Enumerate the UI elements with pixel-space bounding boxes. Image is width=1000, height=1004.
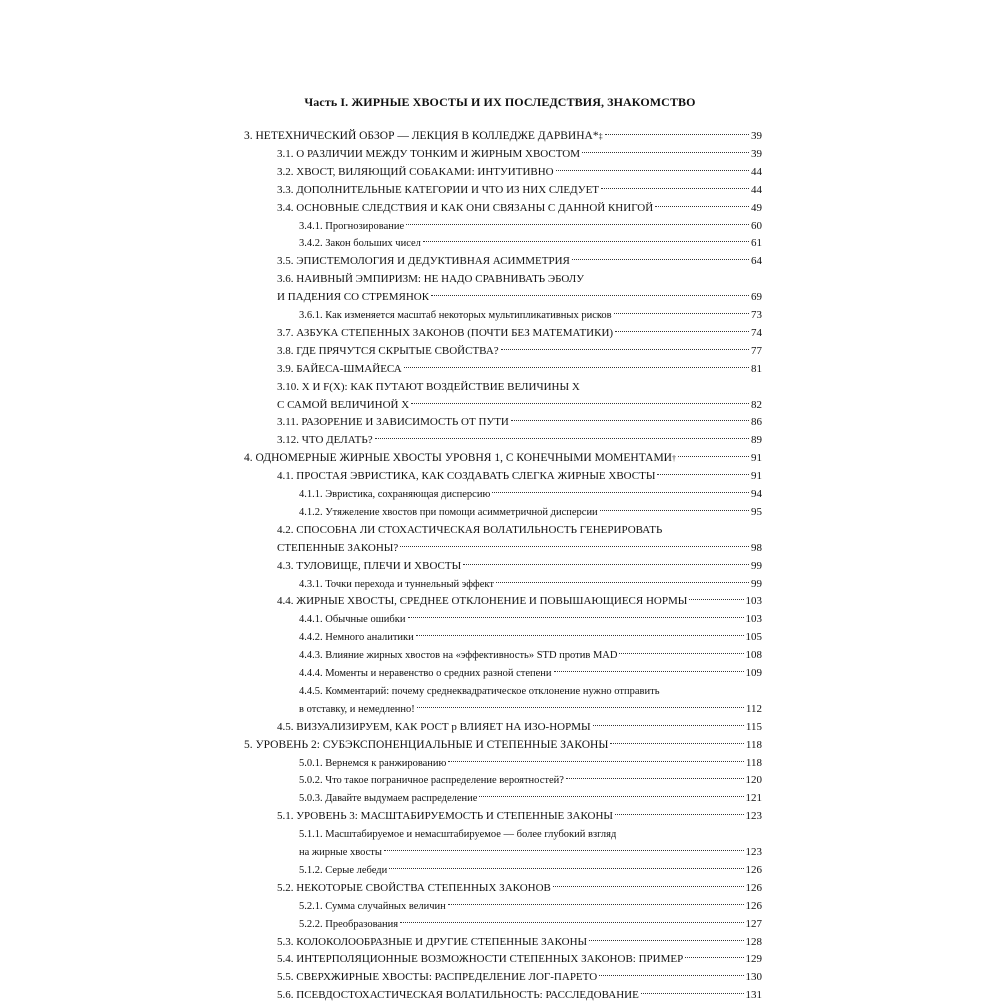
toc-entry-page-number: 118 xyxy=(745,738,762,751)
toc-entry xyxy=(299,772,762,789)
toc-entry xyxy=(277,343,762,360)
toc-entry-page-number: 60 xyxy=(751,219,762,232)
dot-leader xyxy=(416,635,744,636)
toc-entry-title: 3.11. РАЗОРЕНИЕ И ЗАВИСИМОСТЬ ОТ ПУТИ xyxy=(277,416,509,429)
toc-entry-title: 4.3. ТУЛОВИЩЕ, ПЛЕЧИ И ХВОСТЫ xyxy=(277,559,462,572)
toc-entry-page-number: 95 xyxy=(751,505,762,518)
dot-leader xyxy=(431,295,749,296)
dot-leader xyxy=(610,743,744,744)
dot-leader xyxy=(408,617,744,618)
toc-entry-title: 3.1. О РАЗЛИЧИИ МЕЖДУ ТОНКИМ И ЖИРНЫМ ХВОСТОМ xyxy=(277,147,581,160)
toc-entry-title: 5.6. ПСЕВДОСТОХАСТИЧЕСКАЯ ВОЛАТИЛЬНОСТЬ: РАССЛЕДОВАНИЕ xyxy=(277,989,639,1002)
toc-entry xyxy=(277,522,662,539)
toc-entry-page-number: 126 xyxy=(745,881,762,894)
toc-entry-page-number: 118 xyxy=(745,756,762,769)
toc-entry-page-number: 39 xyxy=(751,130,762,142)
toc-entry-page-number: 123 xyxy=(745,846,762,858)
toc-entry-page-number: 128 xyxy=(745,935,762,948)
dot-leader xyxy=(614,313,749,314)
dot-leader xyxy=(389,868,743,869)
toc-entry-title: 4.4.2. Немного аналитики xyxy=(299,632,414,644)
toc-entry-title: 4. ОДНОМЕРНЫЕ ЖИРНЫЕ ХВОСТЫ УРОВНЯ 1, С КОНЕЧНЫМИ МОМЕНТАМИ xyxy=(244,452,672,465)
toc-entry xyxy=(277,361,762,378)
toc-entry-title: 3.9. БАЙЕСА-ШМАЙЕСА xyxy=(277,362,402,375)
toc-entry-title: 4.3.1. Точки перехода и туннельный эффект xyxy=(299,578,494,590)
dot-leader xyxy=(593,725,744,726)
dot-leader xyxy=(556,170,749,171)
toc-entry-footnote-mark: ‡ xyxy=(598,132,603,141)
toc-entry xyxy=(299,665,762,682)
toc-entry xyxy=(299,826,616,843)
toc-entry xyxy=(277,951,762,968)
toc-entry-page-number: 130 xyxy=(745,971,762,984)
toc-entry-page-number: 126 xyxy=(745,899,762,912)
toc-entry-title: 3.3. ДОПОЛНИТЕЛЬНЫЕ КАТЕГОРИИ И ЧТО ИЗ НИХ СЛЕДУЕТ xyxy=(277,183,600,196)
toc-entry-page-number: 44 xyxy=(751,165,762,178)
toc-entry-title: 4.4. ЖИРНЫЕ ХВОСТЫ, СРЕДНЕЕ ОТКЛОНЕНИЕ И ПОВЫШАЮЩИЕСЯ НОРМЫ xyxy=(277,595,688,608)
toc-entry-page-number: 120 xyxy=(745,774,762,787)
toc-entry-page-number: 81 xyxy=(751,362,762,375)
toc-entry xyxy=(277,325,762,342)
toc-entry-page-number: 103 xyxy=(745,595,762,608)
dot-leader xyxy=(641,993,744,994)
toc-entry-page-number: 91 xyxy=(751,470,762,483)
dot-leader xyxy=(601,188,749,189)
toc-entry xyxy=(277,289,762,306)
dot-leader xyxy=(406,224,749,225)
toc-entry xyxy=(299,701,762,718)
toc-entry-title: 4.4.1. Обычные ошибки xyxy=(299,614,406,626)
dot-leader xyxy=(417,707,744,708)
toc-entry xyxy=(277,200,762,217)
toc-entry-title: 3.8. ГДЕ ПРЯЧУТСЯ СКРЫТЫЕ СВОЙСТВА? xyxy=(277,344,499,357)
dot-leader xyxy=(615,331,749,332)
toc-entry-title: 5.1.1. Масштабируемое и немасштабируемое — более глубокий взгляд xyxy=(299,829,617,841)
toc-entry-title: С САМОЙ ВЕЛИЧИНОЙ X xyxy=(277,398,410,411)
toc-entry-title: 5.4. ИНТЕРПОЛЯЦИОННЫЕ ВОЗМОЖНОСТИ СТЕПЕННЫХ ЗАКОНОВ: ПРИМЕР xyxy=(277,953,684,966)
toc-entry-title: 5.1. УРОВЕНЬ 3: МАСШТАБИРУЕМОСТЬ И СТЕПЕННЫЕ ЗАКОНЫ xyxy=(277,810,614,823)
dot-leader xyxy=(501,349,749,350)
toc-entry-page-number: 82 xyxy=(751,398,762,411)
toc-entry xyxy=(299,307,762,324)
dot-leader xyxy=(448,761,744,762)
dot-leader xyxy=(689,599,743,600)
toc-entry-title: 5.0.2. Что такое пограничное распределение вероятностей? xyxy=(299,775,564,787)
toc-entry-title: 4.1.2. Утяжеление хвостов при помощи асимметричной дисперсии xyxy=(299,506,598,518)
toc-entry-page-number: 44 xyxy=(751,183,762,196)
toc-entry xyxy=(277,719,762,736)
toc-entry xyxy=(277,987,762,1004)
toc-entry-title: 5.5. СВЕРХЖИРНЫЕ ХВОСТЫ: РАСПРЕДЕЛЕНИЕ ЛОГ-ПАРЕТО xyxy=(277,971,598,984)
toc-entry-page-number: 105 xyxy=(745,631,762,644)
toc-entry-page-number: 69 xyxy=(751,291,762,304)
dot-leader xyxy=(599,975,743,976)
dot-leader xyxy=(615,814,743,815)
toc-entry xyxy=(299,755,762,772)
toc-entry-title: 5.2.2. Преобразования xyxy=(299,918,399,930)
toc-entry-title: 4.1.1. Эвристика, сохраняющая дисперсию xyxy=(299,489,491,500)
dot-leader xyxy=(554,671,744,672)
toc-entry-title: 5.1.2. Серые лебеди xyxy=(299,864,388,876)
toc-entry-page-number: 131 xyxy=(745,989,762,1002)
dot-leader xyxy=(582,152,749,153)
toc-entry-title: 4.2. СПОСОБНА ЛИ СТОХАСТИЧЕСКАЯ ВОЛАТИЛЬНОСТЬ ГЕНЕРИРОВАТЬ xyxy=(277,523,663,536)
dot-leader xyxy=(619,653,743,654)
dot-leader xyxy=(553,886,744,887)
toc-entry-title: 3.6. НАИВНЫЙ ЭМПИРИЗМ: НЕ НАДО СРАВНИВАТЬ ЭБОЛУ xyxy=(277,273,585,286)
toc-entry-page-number: 74 xyxy=(751,326,762,339)
toc-entry xyxy=(277,593,762,610)
toc-entry-page-number: 64 xyxy=(751,255,762,268)
toc-entry xyxy=(277,808,762,825)
toc-entry-page-number: 99 xyxy=(751,559,762,572)
dot-leader xyxy=(404,367,749,368)
toc-entry xyxy=(277,540,762,557)
toc-entry-page-number: 73 xyxy=(751,309,762,321)
toc-entry-title: 5. УРОВЕНЬ 2: СУБЭКСПОНЕНЦИАЛЬНЫЕ И СТЕПЕННЫЕ ЗАКОНЫ xyxy=(244,738,609,751)
toc-entry xyxy=(277,182,762,199)
toc-entry-title: 5.0.3. Давайте выдумаем распределение xyxy=(299,793,478,805)
dot-leader xyxy=(423,241,749,242)
toc-entry xyxy=(299,486,762,503)
toc-entry xyxy=(299,862,762,879)
dot-leader xyxy=(375,438,749,439)
toc-entry-title: 3. НЕТЕХНИЧЕСКИЙ ОБЗОР — ЛЕКЦИЯ В КОЛЛЕДЖЕ ДАРВИНА* xyxy=(244,130,599,142)
dot-leader xyxy=(605,134,749,135)
dot-leader xyxy=(655,206,749,207)
toc-entry-title: на жирные хвосты xyxy=(299,847,382,858)
dot-leader xyxy=(600,510,749,511)
toc-entry-title: 3.12. ЧТО ДЕЛАТЬ? xyxy=(277,434,373,447)
toc-entry xyxy=(299,576,762,593)
toc-entry-page-number: 129 xyxy=(745,953,762,966)
toc-entry-title: СТЕПЕННЫЕ ЗАКОНЫ? xyxy=(277,541,399,554)
toc-entry xyxy=(277,164,762,181)
toc-entry-title: 4.4.3. Влияние жирных хвостов на «эффективность» STD против MAD xyxy=(299,650,618,662)
toc-entry xyxy=(299,504,762,521)
toc-entry xyxy=(299,647,762,664)
toc-entry xyxy=(244,450,762,467)
toc-entry xyxy=(299,629,762,646)
toc-entry xyxy=(277,558,762,575)
toc-entry xyxy=(277,432,762,449)
toc-entry xyxy=(244,737,762,754)
toc-entry-title: 3.6.1. Как изменяется масштаб некоторых мультипликативных рисков xyxy=(299,310,612,321)
dot-leader xyxy=(384,850,744,851)
toc-entry-page-number: 94 xyxy=(751,488,762,500)
toc-entry xyxy=(299,235,762,252)
toc-entry-page-number: 61 xyxy=(751,237,762,250)
toc-entry-page-number: 89 xyxy=(751,434,762,447)
toc-entry-page-number: 91 xyxy=(751,452,762,465)
toc-entry xyxy=(299,683,660,700)
toc-entry-page-number: 108 xyxy=(745,649,762,662)
toc-entry xyxy=(299,218,762,235)
page-title: Часть I. ЖИРНЫЕ ХВОСТЫ И ИХ ПОСЛЕДСТВИЯ, ЗНАКОМСТВО xyxy=(304,95,696,109)
toc-entry-title: 5.2. НЕКОТОРЫЕ СВОЙСТВА СТЕПЕННЫХ ЗАКОНОВ xyxy=(277,881,551,894)
toc-entry-page-number: 39 xyxy=(751,147,762,160)
toc-entry xyxy=(299,916,762,933)
toc-entry xyxy=(277,271,584,288)
toc-entry-page-number: 77 xyxy=(751,344,762,357)
toc-entry xyxy=(277,397,762,414)
dot-leader xyxy=(566,778,744,779)
toc-entry xyxy=(299,611,762,628)
dot-leader xyxy=(657,474,749,475)
toc-entry-page-number: 121 xyxy=(745,792,762,805)
dot-leader xyxy=(572,259,749,260)
dot-leader xyxy=(400,546,749,547)
toc-entry-page-number: 86 xyxy=(751,416,762,429)
toc-entry-page-number: 49 xyxy=(751,201,762,214)
toc-entry xyxy=(277,934,762,951)
toc-entry-title: 5.2.1. Сумма случайных величин xyxy=(299,900,446,912)
toc-entry-page-number: 109 xyxy=(745,667,762,679)
toc-entry xyxy=(277,253,762,270)
toc-entry-page-number: 115 xyxy=(745,720,762,733)
toc-entry-title: 3.10. X И F(X): КАК ПУТАЮТ ВОЗДЕЙСТВИЕ ВЕЛИЧИНЫ X xyxy=(277,380,580,393)
dot-leader xyxy=(463,564,749,565)
toc-entry-title: 4.5. ВИЗУАЛИЗИРУЕМ, КАК РОСТ p ВЛИЯЕТ НА ИЗО-НОРМЫ xyxy=(277,720,591,733)
dot-leader xyxy=(492,492,749,493)
dot-leader xyxy=(685,957,743,958)
toc-entry xyxy=(277,969,762,986)
dot-leader xyxy=(400,922,743,923)
toc-entry-title: 3.7. АЗБУКА СТЕПЕННЫХ ЗАКОНОВ (ПОЧТИ БЕЗ МАТЕМАТИКИ) xyxy=(277,326,614,339)
toc-entry-title: 3.4. ОСНОВНЫЕ СЛЕДСТВИЯ И КАК ОНИ СВЯЗАНЫ С ДАННОЙ КНИГОЙ xyxy=(277,201,654,214)
toc-entry xyxy=(299,844,762,861)
dot-leader xyxy=(479,796,743,797)
toc-entry-title: 3.4.2. Закон больших чисел xyxy=(299,238,421,250)
toc-entry-title: 4.4.4. Моменты и неравенство о средних разной степени xyxy=(299,668,552,679)
toc-entry xyxy=(277,880,762,897)
dot-leader xyxy=(411,403,749,404)
toc-entry xyxy=(299,898,762,915)
toc-entry-title: И ПАДЕНИЯ СО СТРЕМЯНОК xyxy=(277,291,430,304)
toc-entry-title: 3.4.1. Прогнозирование xyxy=(299,220,405,232)
toc-entry-footnote-mark: † xyxy=(671,454,676,464)
toc-entry-title: 4.4.5. Комментарий: почему среднеквадратическое отклонение нужно отправить xyxy=(299,685,660,697)
toc-entry-page-number: 123 xyxy=(745,810,762,823)
toc-entry-title: 3.5. ЭПИСТЕМОЛОГИЯ И ДЕДУКТИВНАЯ АСИММЕТРИЯ xyxy=(277,255,570,268)
toc-entry xyxy=(277,379,580,396)
toc-entry-title: 5.3. КОЛОКОЛООБРАЗНЫЕ И ДРУГИЕ СТЕПЕННЫЕ ЗАКОНЫ xyxy=(277,935,588,948)
dot-leader xyxy=(678,456,749,457)
toc-entry xyxy=(244,128,762,145)
toc-entry-page-number: 112 xyxy=(745,702,762,715)
toc-entry-page-number: 103 xyxy=(745,613,762,626)
toc-entry-page-number: 99 xyxy=(751,577,762,590)
dot-leader xyxy=(496,582,749,583)
toc-entry xyxy=(277,414,762,431)
dot-leader xyxy=(589,940,743,941)
toc-entry-page-number: 98 xyxy=(751,541,762,554)
toc-entry xyxy=(277,146,762,163)
toc-entry xyxy=(277,468,762,485)
toc-entry-title: 3.2. ХВОСТ, ВИЛЯЮЩИЙ СОБАКАМИ: ИНТУИТИВНО xyxy=(277,165,554,178)
toc-entry-page-number: 126 xyxy=(745,863,762,876)
dot-leader xyxy=(511,420,749,421)
toc-entry-title: 4.1. ПРОСТАЯ ЭВРИСТИКА, КАК СОЗДАВАТЬ СЛЕГКА ЖИРНЫЕ ХВОСТЫ xyxy=(277,470,656,483)
toc-entry-title: 5.0.1. Вернемся к ранжированию xyxy=(299,757,447,769)
dot-leader xyxy=(448,904,744,905)
toc-entry xyxy=(299,790,762,807)
toc-entry-page-number: 127 xyxy=(745,917,762,930)
toc-entry-title: в отставку, и немедленно! xyxy=(299,703,415,715)
